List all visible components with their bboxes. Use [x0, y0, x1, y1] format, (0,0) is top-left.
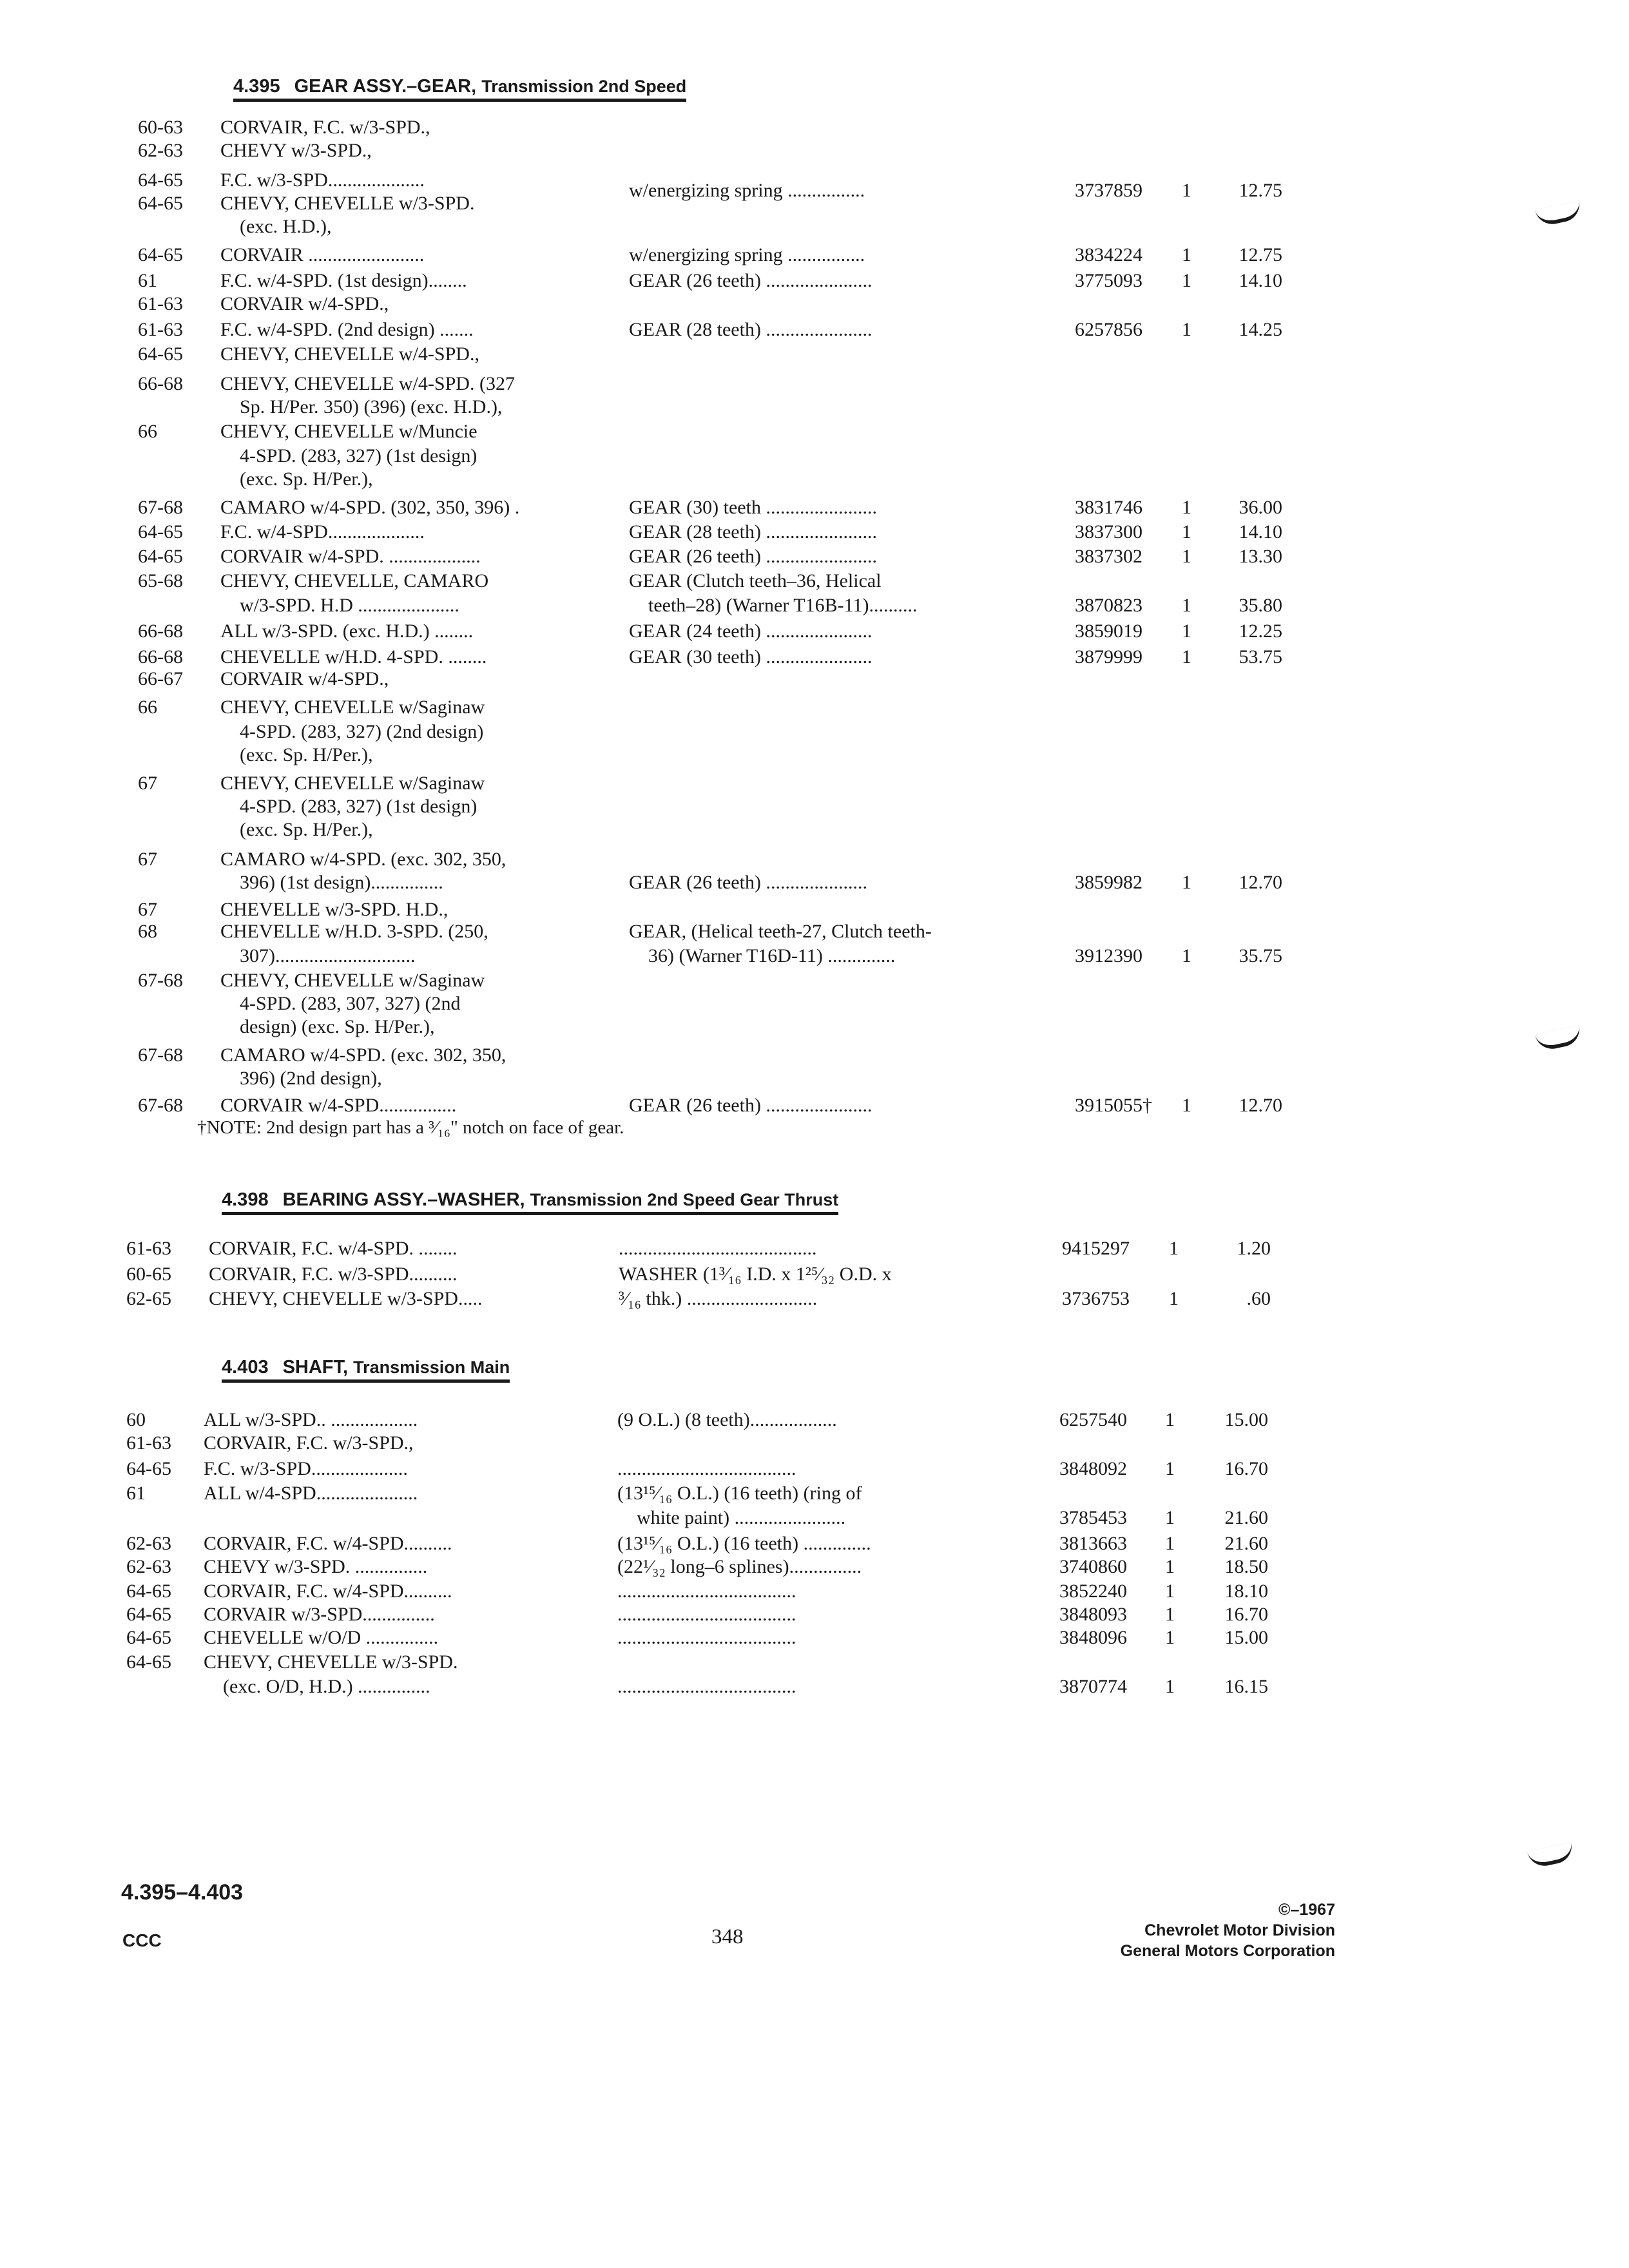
- application: 396) (1st design)...............: [220, 872, 443, 893]
- model-years: 64-65: [138, 169, 183, 191]
- part-number: 3879999: [1075, 646, 1142, 668]
- application: CORVAIR, F.C. w/4-SPD..........: [204, 1581, 452, 1602]
- part-number: 3837302: [1075, 546, 1142, 567]
- quantity: 1: [1165, 1458, 1175, 1479]
- part-number: 3834224: [1075, 244, 1142, 265]
- application: CHEVY, CHEVELLE w/4-SPD.,: [220, 343, 479, 365]
- model-years: 66-67: [138, 668, 183, 689]
- description: GEAR (26 teeth) .....................: [629, 872, 867, 893]
- model-years: 61-63: [138, 293, 183, 314]
- quantity: 1: [1182, 620, 1191, 642]
- application: 4-SPD. (283, 327) (1st design): [220, 445, 477, 466]
- quantity: 1: [1182, 319, 1191, 340]
- part-number: 3859019: [1075, 620, 1142, 642]
- quantity: 1: [1165, 1507, 1175, 1528]
- list-price: 12.75: [1239, 244, 1282, 265]
- part-number: 3785453: [1059, 1507, 1127, 1528]
- application: (exc. Sp. H/Per.),: [220, 468, 373, 490]
- section-subtitle: Transmission 2nd Speed Gear Thrust: [530, 1190, 839, 1209]
- application: ALL w/3-SPD.. ..................: [204, 1409, 418, 1430]
- part-number: 6257540: [1059, 1409, 1127, 1430]
- model-years: 64-65: [126, 1581, 171, 1602]
- model-years: 66-68: [138, 620, 183, 642]
- quantity: 1: [1169, 1238, 1179, 1259]
- application: 396) (2nd design),: [220, 1068, 382, 1089]
- description: (13¹⁵⁄₁₆ O.L.) (16 teeth) (ring of: [617, 1483, 862, 1504]
- model-years: 64-65: [138, 244, 183, 265]
- description: GEAR (26 teeth) ......................: [629, 1095, 872, 1116]
- description: 36) (Warner T16D-11) ..............: [629, 945, 896, 966]
- part-number: 3915055†: [1075, 1095, 1152, 1116]
- model-years: 64-65: [126, 1627, 171, 1648]
- application: CHEVY, CHEVELLE, CAMARO: [220, 570, 489, 591]
- application: CORVAIR w/4-SPD.,: [220, 293, 389, 314]
- quantity: 1: [1165, 1556, 1175, 1577]
- application: CHEVY, CHEVELLE w/4-SPD. (327: [220, 373, 515, 394]
- model-years: 64-65: [138, 521, 183, 543]
- application: CORVAIR w/4-SPD.,: [220, 668, 389, 689]
- section-title: GEAR ASSY.–GEAR,: [294, 76, 477, 97]
- model-years: 67: [138, 849, 157, 870]
- part-number: 3870774: [1059, 1676, 1127, 1697]
- model-years: 67-68: [138, 1044, 183, 1066]
- description: GEAR (28 teeth) .......................: [629, 521, 877, 543]
- application: ALL w/4-SPD.....................: [204, 1483, 418, 1504]
- application: CHEVELLE w/H.D. 3-SPD. (250,: [220, 921, 488, 942]
- application: CHEVY, CHEVELLE w/Muncie: [220, 421, 477, 442]
- quantity: 1: [1165, 1676, 1175, 1697]
- application: (exc. H.D.),: [220, 216, 332, 237]
- quantity: 1: [1182, 595, 1191, 616]
- description: GEAR (Clutch teeth–36, Helical: [629, 570, 882, 591]
- model-years: 61: [138, 270, 157, 291]
- section-number: 4.395: [233, 76, 280, 97]
- application: CORVAIR, F.C. w/3-SPD.,: [204, 1432, 414, 1454]
- quantity: 1: [1165, 1627, 1175, 1648]
- part-number: 3831746: [1075, 497, 1142, 518]
- quantity: 1: [1182, 244, 1191, 265]
- description: w/energizing spring ................: [629, 180, 865, 201]
- part-number: 3848093: [1059, 1604, 1127, 1625]
- description: .....................................: [617, 1604, 796, 1625]
- model-years: 66: [138, 697, 157, 718]
- model-years: 61: [126, 1483, 146, 1504]
- part-number: 3775093: [1075, 270, 1142, 291]
- application: CORVAIR ........................: [220, 244, 425, 265]
- application: 307).............................: [220, 945, 416, 966]
- application: CHEVELLE w/3-SPD. H.D.,: [220, 899, 448, 920]
- section-title: SHAFT,: [282, 1357, 349, 1378]
- model-years: 60-65: [126, 1264, 171, 1285]
- application: CORVAIR, F.C. w/4-SPD..........: [204, 1533, 452, 1554]
- model-years: 64-65: [138, 546, 183, 567]
- quantity: 1: [1182, 521, 1191, 543]
- model-years: 62-65: [126, 1288, 171, 1309]
- part-number: 3813663: [1059, 1533, 1127, 1554]
- description: .....................................: [617, 1581, 796, 1602]
- application: CHEVY w/3-SPD. ...............: [204, 1556, 428, 1577]
- application: 4-SPD. (283, 307, 327) (2nd: [220, 993, 461, 1014]
- list-price: 21.60: [1224, 1533, 1268, 1554]
- section-heading: [222, 1189, 838, 1215]
- application: 4-SPD. (283, 327) (1st design): [220, 796, 477, 817]
- list-price: 15.00: [1224, 1627, 1268, 1648]
- part-number: 9415297: [1062, 1238, 1130, 1259]
- model-years: 64-65: [126, 1651, 171, 1673]
- model-years: 64-65: [138, 193, 183, 214]
- application: CAMARO w/4-SPD. (exc. 302, 350,: [220, 849, 506, 870]
- list-price: 21.60: [1224, 1507, 1268, 1528]
- description: .....................................: [617, 1458, 796, 1479]
- description: (22¹⁄₃₂ long–6 splines)...............: [617, 1556, 862, 1577]
- list-price: .60: [1246, 1288, 1271, 1309]
- list-price: 16.70: [1224, 1604, 1268, 1625]
- section-subtitle: Transmission 2nd Speed: [481, 77, 687, 96]
- description: GEAR (26 teeth) ......................: [629, 270, 872, 291]
- list-price: 18.50: [1224, 1556, 1268, 1577]
- quantity: 1: [1165, 1604, 1175, 1625]
- part-number: 3870823: [1075, 595, 1142, 616]
- description: white paint) .......................: [617, 1507, 846, 1528]
- model-years: 67-68: [138, 970, 183, 991]
- list-price: 36.00: [1239, 497, 1282, 518]
- application: CORVAIR, F.C. w/4-SPD. ........: [209, 1238, 458, 1259]
- section-title: BEARING ASSY.–WASHER,: [282, 1189, 525, 1210]
- quantity: 1: [1182, 497, 1191, 518]
- section-subtitle: Transmission Main: [353, 1358, 510, 1377]
- footer-code: CCC: [122, 1930, 162, 1950]
- section-footnote: †NOTE: 2nd design part has a ³⁄₁₆" notch on face of gear.: [197, 1117, 624, 1138]
- quantity: 1: [1169, 1288, 1179, 1309]
- model-years: 60-63: [138, 117, 183, 138]
- model-years: 61-63: [126, 1432, 171, 1454]
- model-years: 61-63: [138, 319, 183, 340]
- application: CORVAIR w/4-SPD................: [220, 1095, 457, 1116]
- part-number: 3736753: [1062, 1288, 1130, 1309]
- description: GEAR (26 teeth) .......................: [629, 546, 877, 567]
- application: Sp. H/Per. 350) (396) (exc. H.D.),: [220, 396, 503, 418]
- description: (13¹⁵⁄₁₆ O.L.) (16 teeth) ..............: [617, 1533, 871, 1554]
- list-price: 16.15: [1224, 1676, 1268, 1697]
- model-years: 66-68: [138, 646, 183, 668]
- page-number: 348: [711, 1925, 744, 1948]
- model-years: 67-68: [138, 1095, 183, 1116]
- application: CORVAIR w/4-SPD. ...................: [220, 546, 481, 567]
- application: CHEVY, CHEVELLE w/Saginaw: [220, 697, 485, 718]
- application: F.C. w/4-SPD....................: [220, 521, 425, 543]
- section-number: 4.403: [222, 1357, 269, 1378]
- list-price: 12.75: [1239, 180, 1282, 201]
- description: GEAR (24 teeth) ......................: [629, 620, 872, 642]
- list-price: 35.75: [1239, 945, 1282, 966]
- application: CHEVY, CHEVELLE w/3-SPD.....: [209, 1288, 483, 1309]
- list-price: 18.10: [1224, 1581, 1268, 1602]
- list-price: 15.00: [1224, 1409, 1268, 1430]
- model-years: 64-65: [126, 1604, 171, 1625]
- description: ³⁄₁₆ thk.) ...........................: [619, 1288, 818, 1309]
- quantity: 1: [1182, 546, 1191, 567]
- list-price: 13.30: [1239, 546, 1282, 567]
- footer-copyright: ©–1967: [1278, 1901, 1335, 1919]
- model-years: 64-65: [126, 1458, 171, 1479]
- list-price: 12.70: [1239, 872, 1282, 893]
- model-years: 67: [138, 899, 157, 920]
- application: (exc. Sp. H/Per.),: [220, 744, 373, 765]
- application: F.C. w/4-SPD. (1st design)........: [220, 270, 467, 291]
- application: CHEVELLE w/H.D. 4-SPD. ........: [220, 646, 487, 668]
- application: design) (exc. Sp. H/Per.),: [220, 1016, 435, 1037]
- quantity: 1: [1182, 872, 1191, 893]
- list-price: 35.80: [1239, 595, 1282, 616]
- application: (exc. Sp. H/Per.),: [220, 819, 373, 840]
- list-price: 14.25: [1239, 319, 1282, 340]
- quantity: 1: [1182, 1095, 1191, 1116]
- quantity: 1: [1182, 945, 1191, 966]
- description: GEAR, (Helical teeth-27, Clutch teeth-: [629, 921, 932, 942]
- part-number: 6257856: [1075, 319, 1142, 340]
- description: .....................................: [617, 1676, 796, 1697]
- model-years: 66: [138, 421, 157, 442]
- list-price: 53.75: [1239, 646, 1282, 668]
- description: .........................................: [619, 1238, 817, 1259]
- application: F.C. w/4-SPD. (2nd design) .......: [220, 319, 474, 340]
- model-years: 68: [138, 921, 157, 942]
- list-price: 12.25: [1239, 620, 1282, 642]
- application: CHEVELLE w/O/D ...............: [204, 1627, 439, 1648]
- part-number: 3737859: [1075, 180, 1142, 201]
- quantity: 1: [1165, 1581, 1175, 1602]
- model-years: 62-63: [126, 1556, 171, 1577]
- section-heading: [233, 76, 686, 102]
- model-years: 60: [126, 1409, 146, 1430]
- application: ALL w/3-SPD. (exc. H.D.) ........: [220, 620, 474, 642]
- description: w/energizing spring ................: [629, 244, 865, 265]
- list-price: 14.10: [1239, 270, 1282, 291]
- quantity: 1: [1182, 270, 1191, 291]
- footer-division: Chevrolet Motor Division: [1144, 1921, 1335, 1939]
- part-number: 3837300: [1075, 521, 1142, 543]
- application: F.C. w/3-SPD....................: [220, 169, 425, 191]
- quantity: 1: [1182, 646, 1191, 668]
- quantity: 1: [1165, 1409, 1175, 1430]
- model-years: 66-68: [138, 373, 183, 394]
- footer-range: 4.395–4.403: [121, 1880, 244, 1905]
- part-number: 3740860: [1059, 1556, 1127, 1577]
- part-number: 3848092: [1059, 1458, 1127, 1479]
- model-years: 67: [138, 773, 157, 794]
- section-heading: [222, 1357, 510, 1383]
- application: 4-SPD. (283, 327) (2nd design): [220, 721, 484, 742]
- part-number: 3859982: [1075, 872, 1142, 893]
- description: (9 O.L.) (8 teeth)..................: [617, 1409, 837, 1430]
- model-years: 62-63: [138, 140, 183, 161]
- description: GEAR (30) teeth .......................: [629, 497, 877, 518]
- quantity: 1: [1165, 1533, 1175, 1554]
- application: CHEVY, CHEVELLE w/Saginaw: [220, 970, 485, 991]
- description: GEAR (28 teeth) ......................: [629, 319, 872, 340]
- application: CHEVY, CHEVELLE w/Saginaw: [220, 773, 485, 794]
- footer-corporation: General Motors Corporation: [1120, 1942, 1335, 1960]
- application: F.C. w/3-SPD....................: [204, 1458, 408, 1479]
- application: CORVAIR, F.C. w/3-SPD..........: [209, 1264, 458, 1285]
- part-number: 3848096: [1059, 1627, 1127, 1648]
- description: WASHER (1³⁄₁₆ I.D. x 1²⁵⁄₃₂ O.D. x: [619, 1264, 892, 1285]
- description: .....................................: [617, 1627, 796, 1648]
- model-years: 62-63: [126, 1533, 171, 1554]
- part-number: 3852240: [1059, 1581, 1127, 1602]
- description: GEAR (30 teeth) ......................: [629, 646, 872, 668]
- list-price: 14.10: [1239, 521, 1282, 543]
- application: CORVAIR w/3-SPD...............: [204, 1604, 435, 1625]
- part-number: 3912390: [1075, 945, 1142, 966]
- description: teeth–28) (Warner T16B-11)..........: [629, 595, 918, 616]
- application: CHEVY w/3-SPD.,: [220, 140, 372, 161]
- application: (exc. O/D, H.D.) ...............: [204, 1676, 430, 1697]
- list-price: 16.70: [1224, 1458, 1268, 1479]
- application: w/3-SPD. H.D .....................: [220, 595, 459, 616]
- application: CHEVY, CHEVELLE w/3-SPD.: [204, 1651, 458, 1673]
- section-number: 4.398: [222, 1189, 269, 1210]
- model-years: 65-68: [138, 570, 183, 591]
- list-price: 1.20: [1237, 1238, 1271, 1259]
- model-years: 64-65: [138, 343, 183, 365]
- footer-publisher: [1121, 1899, 1335, 1961]
- model-years: 61-63: [126, 1238, 171, 1259]
- application: CORVAIR, F.C. w/3-SPD.,: [220, 117, 430, 138]
- application: CAMARO w/4-SPD. (exc. 302, 350,: [220, 1044, 506, 1066]
- application: CHEVY, CHEVELLE w/3-SPD.: [220, 193, 475, 214]
- list-price: 12.70: [1239, 1095, 1282, 1116]
- quantity: 1: [1182, 180, 1191, 201]
- model-years: 67-68: [138, 497, 183, 518]
- application: CAMARO w/4-SPD. (302, 350, 396) .: [220, 497, 520, 518]
